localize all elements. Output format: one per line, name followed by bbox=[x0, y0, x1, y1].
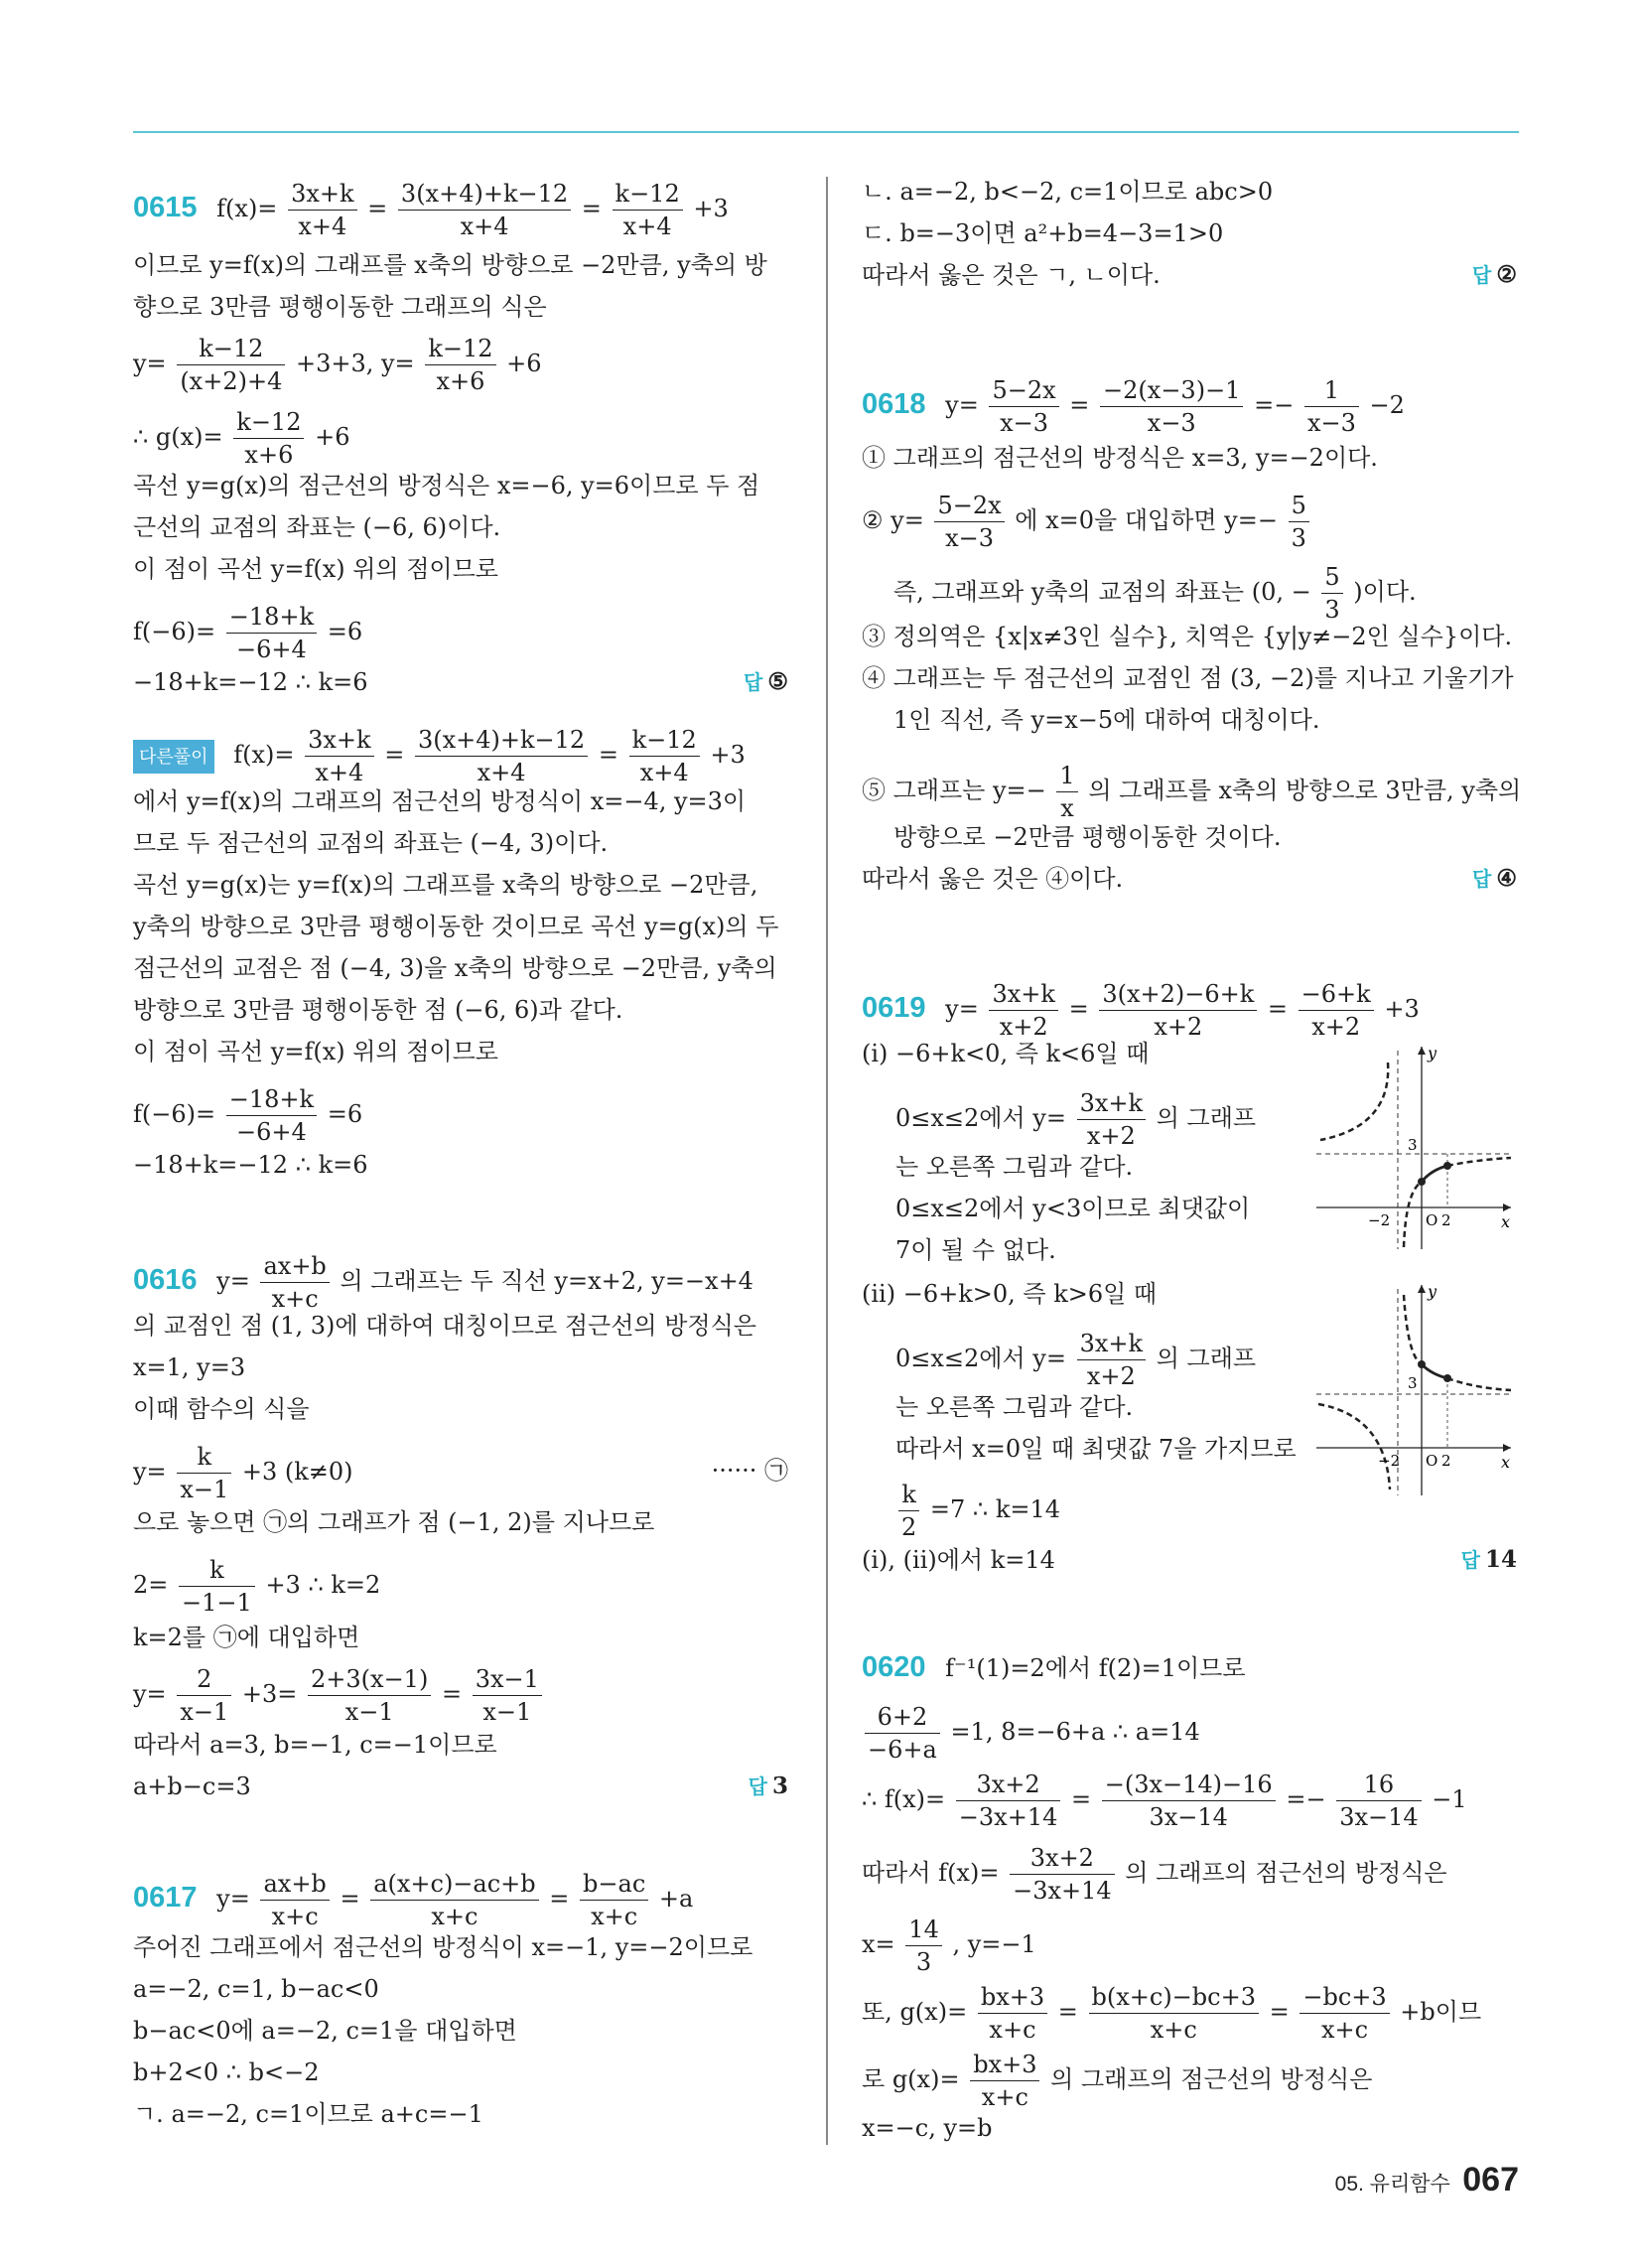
origin-label: O bbox=[1426, 1452, 1438, 1470]
fraction: $\frac{5-2x}{x-3}$ bbox=[989, 375, 1058, 438]
fraction: $\frac{-18+k}{-6+4}$ bbox=[226, 602, 317, 664]
graph-case-i bbox=[1316, 1043, 1515, 1251]
y-label: y bbox=[1428, 1282, 1437, 1301]
text-line: (i), (ii)에서 k=14 bbox=[862, 1546, 1055, 1574]
y-axis-arrow bbox=[1418, 1285, 1426, 1293]
answer: 답 ④ bbox=[1472, 865, 1517, 892]
curve-left-branch bbox=[1320, 1063, 1388, 1140]
fraction: $\frac{3(x+4)+k-12}{x+4}$ bbox=[398, 179, 571, 241]
fraction: $\frac{6+2}{-6+a}$ bbox=[865, 1702, 940, 1765]
answer: 답 14 bbox=[1460, 1546, 1517, 1573]
text-line: ㄴ. a=−2, b<−2, c=1이므로 abc>0 bbox=[862, 178, 1274, 206]
problem-0618-line-1: 0618 y= $\frac{5-2x}{x-3}$ = $\frac{-2(x-3)-1}{x-3}$ =− $\frac{1}{x-3}$ −2 bbox=[862, 376, 1405, 437]
fraction: $\frac{ax+b}{x+c}$ bbox=[260, 1251, 329, 1314]
text-line: 는 오른쪽 그림과 같다. bbox=[895, 1153, 1134, 1181]
curve-right-tail bbox=[1447, 1158, 1511, 1166]
text-line: ㄱ. a=−2, c=1이므로 a+c=−1 bbox=[133, 2100, 483, 2128]
text-line: 따라서 옳은 것은 ㄱ, ㄴ이다. bbox=[862, 261, 1161, 289]
left-column bbox=[133, 0, 788, 2268]
equation-line: 로 g(x)= $\frac{bx+3}{x+c}$ 의 그래프의 점근선의 방정식은 bbox=[862, 2051, 1373, 2111]
equation-line: ∴ g(x)= $\frac{k-12}{x+6}$ +6 bbox=[133, 408, 350, 469]
fraction: $\frac{bx+3}{x+c}$ bbox=[970, 2050, 1039, 2112]
equation-line: 0≤x≤2에서 y= $\frac{3x+k}{x+2}$ 의 그래프 bbox=[895, 1330, 1257, 1390]
fraction: $\frac{3x+2}{-3x+14}$ bbox=[1010, 1843, 1115, 1906]
case-title: (i) −6+k<0, 즉 k<6일 때 bbox=[862, 1040, 1150, 1067]
problem-number: 0618 bbox=[862, 388, 926, 420]
fraction: $\frac{2}{x-1}$ bbox=[177, 1664, 231, 1727]
fraction: $\frac{1}{x-3}$ bbox=[1304, 375, 1359, 438]
answer: 답 ② bbox=[1472, 261, 1517, 288]
text-line: 의 교점인 점 (1, 3)에 대하여 대칭이므로 점근선의 방정식은 bbox=[133, 1312, 756, 1340]
tick-3: 3 bbox=[1408, 1136, 1418, 1154]
page-number: 067 bbox=[1462, 2161, 1519, 2198]
text-line: 이므로 y=f(x)의 그래프를 x축의 방향으로 −2만큼, y축의 방 bbox=[133, 251, 767, 279]
fraction: $\frac{1}{x}$ bbox=[1056, 761, 1077, 823]
fraction: $\frac{14}{3}$ bbox=[905, 1914, 942, 1977]
problem-number: 0617 bbox=[133, 1882, 198, 1914]
fraction: $\frac{k}{2}$ bbox=[898, 1480, 919, 1542]
text-line: a=−2, c=1, b−ac<0 bbox=[133, 1975, 379, 2003]
text-line: a+b−c=3 bbox=[133, 1772, 251, 1800]
endpoint-x2 bbox=[1443, 1374, 1451, 1382]
problem-number: 0615 bbox=[133, 192, 198, 223]
text-line: 따라서 a=3, b=−1, c=−1이므로 bbox=[133, 1731, 497, 1759]
fraction: $\frac{-6+k}{x+2}$ bbox=[1299, 979, 1374, 1042]
tick-neg2: −2 bbox=[1368, 1211, 1391, 1229]
text-line: 방향으로 3만큼 평행이동한 점 (−6, 6)과 같다. bbox=[133, 996, 623, 1024]
fraction: $\frac{3x+k}{x+2}$ bbox=[1077, 1329, 1146, 1391]
text-line: 점근선의 교점은 점 (−4, 3)을 x축의 방향으로 −2만큼, y축의 bbox=[133, 954, 777, 982]
equation-line: f(−6)= $\frac{-18+k}{-6+4}$ =6 bbox=[133, 603, 363, 663]
problem-0620-line-1: 0620 f⁻¹(1)=2에서 f(2)=1이므로 bbox=[862, 1651, 1246, 1683]
text-line: 이 점이 곡선 y=f(x) 위의 점이므로 bbox=[133, 1038, 498, 1065]
fraction: $\frac{k-12}{x+6}$ bbox=[425, 334, 495, 396]
problem-number: 0619 bbox=[862, 992, 926, 1024]
case-title: (ii) −6+k>0, 즉 k>6일 때 bbox=[862, 1280, 1158, 1308]
problem-0616-line-1: 0616 y= $\frac{ax+b}{x+c}$ 의 그래프는 두 직선 y=x+2, y=−x+4 bbox=[133, 1252, 753, 1313]
curve-upper-dashed bbox=[1404, 1295, 1422, 1364]
text-line: 따라서 옳은 것은 ④이다. bbox=[862, 865, 1124, 893]
fraction: $\frac{5}{3}$ bbox=[1289, 491, 1309, 553]
fraction: $\frac{-(3x-14)-16}{3x-14}$ bbox=[1102, 1770, 1276, 1832]
endpoint-x2 bbox=[1443, 1162, 1451, 1170]
problem-0619-line-1: 0619 y= $\frac{3x+k}{x+2}$ = $\frac{3(x+2)-6+k}{x+2}$ = $\frac{-6+k}{x+2}$ +3 bbox=[862, 980, 1420, 1041]
tick-neg2: −2 bbox=[1378, 1452, 1401, 1470]
column-divider bbox=[826, 177, 828, 2145]
equation-line: x= $\frac{14}{3}$ , y=−1 bbox=[862, 1915, 1036, 1976]
fraction: $\frac{3x+k}{x+2}$ bbox=[1077, 1088, 1146, 1151]
x-label: x bbox=[1501, 1212, 1511, 1231]
equation-line: $\frac{6+2}{-6+a}$ =1, 8=−6+a ∴ a=14 bbox=[862, 1702, 1200, 1765]
fraction: $\frac{3x+k}{x+4}$ bbox=[305, 725, 373, 787]
equation-line: y= $\frac{k}{x-1}$ +3 (k≠0) bbox=[133, 1443, 353, 1503]
fraction: $\frac{2+3(x-1)}{x-1}$ bbox=[308, 1664, 431, 1727]
text-line: 주어진 그래프에서 점근선의 방정식이 x=−1, y=−2이므로 bbox=[133, 1933, 753, 1961]
fraction: $\frac{k}{-1-1}$ bbox=[179, 1555, 255, 1618]
tick-2: 2 bbox=[1441, 1211, 1451, 1229]
text-line: 으로 놓으면 ㉠의 그래프가 점 (−1, 2)를 지나므로 bbox=[133, 1508, 655, 1536]
fraction: $\frac{5}{3}$ bbox=[1321, 562, 1342, 625]
problem-number: 0620 bbox=[862, 1651, 926, 1683]
fraction: $\frac{a(x+c)-ac+b}{x+c}$ bbox=[370, 1869, 538, 1931]
fraction: $\frac{-2(x-3)-1}{x-3}$ bbox=[1100, 375, 1243, 438]
equation-line: 따라서 f(x)= $\frac{3x+2}{-3x+14}$ 의 그래프의 점근선의 방정식은 bbox=[862, 1844, 1447, 1905]
fraction: $\frac{-18+k}{-6+4}$ bbox=[226, 1084, 317, 1147]
fraction: $\frac{-bc+3}{x+c}$ bbox=[1300, 1982, 1389, 2045]
text-line: 향으로 3만큼 평행이동한 그래프의 식은 bbox=[133, 293, 547, 321]
fraction: $\frac{ax+b}{x+c}$ bbox=[260, 1869, 329, 1931]
text-line: 1인 직선, 즉 y=x−5에 대하여 대칭이다. bbox=[893, 706, 1320, 734]
text-line: ③ 정의역은 {x|x≠3인 실수}, 치역은 {y|y≠−2인 실수}이다. bbox=[862, 623, 1513, 650]
endpoint-x0 bbox=[1418, 1360, 1426, 1368]
text-line: 곡선 y=g(x)의 점근선의 방정식은 x=−6, y=6이므로 두 점 bbox=[133, 472, 760, 499]
fraction: $\frac{16}{3x-14}$ bbox=[1336, 1770, 1421, 1832]
fraction: $\frac{k-12}{x+6}$ bbox=[233, 407, 304, 470]
curve-solid-segment bbox=[1422, 1364, 1447, 1378]
chapter-label: 05. 유리함수 bbox=[1334, 2173, 1450, 2196]
fraction: $\frac{bx+3}{x+c}$ bbox=[978, 1982, 1047, 2045]
equation-line: ② y= $\frac{5-2x}{x-3}$ 에 x=0을 대입하면 y=− $\frac{5}{3}$ bbox=[862, 491, 1312, 553]
text-line: ④ 그래프는 두 점근선의 교점인 점 (3, −2)를 지나고 기울기가 bbox=[862, 664, 1514, 692]
text-line: 방향으로 −2만큼 평행이동한 것이다. bbox=[893, 823, 1282, 851]
endpoint-x0 bbox=[1418, 1178, 1426, 1186]
fraction: $\frac{k-12}{x+4}$ bbox=[613, 179, 683, 241]
fraction: $\frac{3(x+2)-6+k}{x+2}$ bbox=[1099, 979, 1257, 1042]
fraction: $\frac{3x-1}{x-1}$ bbox=[473, 1664, 542, 1727]
fraction: $\frac{3x+k}{x+2}$ bbox=[989, 979, 1057, 1042]
curve-right-dashed bbox=[1404, 1182, 1422, 1247]
text-line: ㄷ. b=−3이면 a²+b=4−3=1>0 bbox=[862, 219, 1224, 247]
equation-line: f(−6)= $\frac{-18+k}{-6+4}$ =6 bbox=[133, 1085, 363, 1146]
text-line: 곡선 y=g(x)는 y=f(x)의 그래프를 x축의 방향으로 −2만큼, bbox=[133, 871, 758, 899]
alt-solution-badge: 다른풀이 bbox=[133, 740, 214, 774]
y-label: y bbox=[1428, 1044, 1437, 1063]
text-line: x=1, y=3 bbox=[133, 1353, 246, 1381]
problem-0615-line-1: 0615 f(x)= $\frac{3x+k}{x+4}$ = $\frac{3(x+4)+k-12}{x+4}$ = $\frac{k-12}{x+4}$ +3 bbox=[133, 180, 729, 240]
fraction: $\frac{k}{x-1}$ bbox=[177, 1442, 231, 1504]
problem-number: 0616 bbox=[133, 1264, 198, 1296]
fraction: $\frac{b-ac}{x+c}$ bbox=[580, 1869, 648, 1931]
text-line: 이 점이 곡선 y=f(x) 위의 점이므로 bbox=[133, 555, 498, 583]
text-line: ① 그래프의 점근선의 방정식은 x=3, y=−2이다. bbox=[862, 444, 1378, 472]
equation-line: $\frac{k}{2}$ =7 ∴ k=14 bbox=[895, 1480, 1060, 1542]
equation-line: ⑤ 그래프는 y=− $\frac{1}{x}$ 의 그래프를 x축의 방향으로 3만큼, y축의 bbox=[862, 762, 1522, 822]
equation-line: 2= $\frac{k}{-1-1}$ +3 ∴ k=2 bbox=[133, 1556, 381, 1617]
problem-0617-line-1: 0617 y= $\frac{ax+b}{x+c}$ = $\frac{a(x+c)-ac+b}{x+c}$ = $\frac{b-ac}{x+c}$ +a bbox=[133, 1870, 694, 1930]
fraction: $\frac{k-12}{x+4}$ bbox=[629, 725, 700, 787]
text-line: 에서 y=f(x)의 그래프의 점근선의 방정식이 x=−4, y=3이 bbox=[133, 787, 747, 815]
text-line: b−ac<0에 a=−2, c=1을 대입하면 bbox=[133, 2017, 517, 2045]
equation-line: 즉, 그래프와 y축의 교점의 좌표는 (0, − $\frac{5}{3}$ )이다. bbox=[893, 563, 1417, 624]
fraction: $\frac{k-12}{(x+2)+4}$ bbox=[177, 334, 285, 396]
fraction: $\frac{3x+k}{x+4}$ bbox=[288, 179, 356, 241]
text-line: 근선의 교점의 좌표는 (−6, 6)이다. bbox=[133, 513, 501, 541]
fraction: $\frac{5-2x}{x-3}$ bbox=[934, 491, 1004, 553]
text-line: 따라서 x=0일 때 최댓값 7을 가지므로 bbox=[895, 1435, 1297, 1463]
text-line: k=2를 ㉠에 대입하면 bbox=[133, 1624, 360, 1651]
alt-solution-line-1: 다른풀이 f(x)= $\frac{3x+k}{x+4}$ = $\frac{3(x+4)+k-12}{x+4}$ = $\frac{k-12}{x+4}$ +3 bbox=[133, 725, 746, 787]
text-line: 0≤x≤2에서 y<3이므로 최댓값이 bbox=[895, 1195, 1251, 1222]
equation-line: y= $\frac{2}{x-1}$ +3= $\frac{2+3(x-1)}{x-1}$ = $\frac{3x-1}{x-1}$ bbox=[133, 1664, 545, 1727]
text-line: 7이 될 수 없다. bbox=[895, 1236, 1056, 1264]
text-line: 는 오른쪽 그림과 같다. bbox=[895, 1393, 1134, 1421]
x-axis-arrow bbox=[1503, 1204, 1511, 1211]
equation-line: y= $\frac{k-12}{(x+2)+4}$ +3+3, y= $\frac{k-12}{x+6}$ +6 bbox=[133, 335, 542, 395]
curve-left-branch bbox=[1318, 1404, 1390, 1489]
tick-3: 3 bbox=[1408, 1374, 1418, 1392]
fraction: $\frac{3(x+4)+k-12}{x+4}$ bbox=[415, 725, 588, 787]
text-line: 므로 두 점근선의 교점의 좌표는 (−4, 3)이다. bbox=[133, 829, 609, 857]
curve-solid-segment bbox=[1422, 1166, 1447, 1182]
fraction: $\frac{b(x+c)-bc+3}{x+c}$ bbox=[1089, 1982, 1259, 2045]
fraction: $\frac{3x+2}{-3x+14}$ bbox=[956, 1770, 1061, 1832]
graph-case-ii bbox=[1316, 1281, 1515, 1499]
equation-line: 또, g(x)= $\frac{bx+3}{x+c}$ = $\frac{b(x+c)-bc+3}{x+c}$ = $\frac{-bc+3}{x+c}$ +b이므 bbox=[862, 1983, 1482, 2044]
text-line: x=−c, y=b bbox=[862, 2114, 993, 2142]
equation-line: 0≤x≤2에서 y= $\frac{3x+k}{x+2}$ 의 그래프 bbox=[895, 1089, 1257, 1150]
origin-label: O bbox=[1426, 1211, 1438, 1229]
page-footer bbox=[1335, 2161, 1519, 2199]
answer: 답 3 bbox=[748, 1772, 788, 1799]
text-line: −18+k=−12 ∴ k=6 bbox=[133, 668, 368, 696]
right-column bbox=[862, 0, 1522, 2268]
tick-2: 2 bbox=[1441, 1452, 1451, 1470]
text-line: 이때 함수의 식을 bbox=[133, 1395, 310, 1423]
curve-right-tail bbox=[1447, 1378, 1511, 1390]
text-line: −18+k=−12 ∴ k=6 bbox=[133, 1151, 368, 1179]
equation-line: ∴ f(x)= $\frac{3x+2}{-3x+14}$ = $\frac{-(3x-14)-16}{3x-14}$ =− $\frac{16}{3x-14}$ −1 bbox=[862, 1771, 1467, 1831]
equation-marker: ······ ㉠ bbox=[711, 1457, 788, 1485]
x-axis-arrow bbox=[1503, 1444, 1511, 1452]
text-line: y축의 방향으로 3만큼 평행이동한 것이므로 곡선 y=g(x)의 두 bbox=[133, 913, 779, 940]
y-axis-arrow bbox=[1418, 1047, 1426, 1055]
text-line: b+2<0 ∴ b<−2 bbox=[133, 2058, 320, 2086]
answer: 답 ⑤ bbox=[744, 668, 788, 695]
x-label: x bbox=[1501, 1453, 1511, 1472]
